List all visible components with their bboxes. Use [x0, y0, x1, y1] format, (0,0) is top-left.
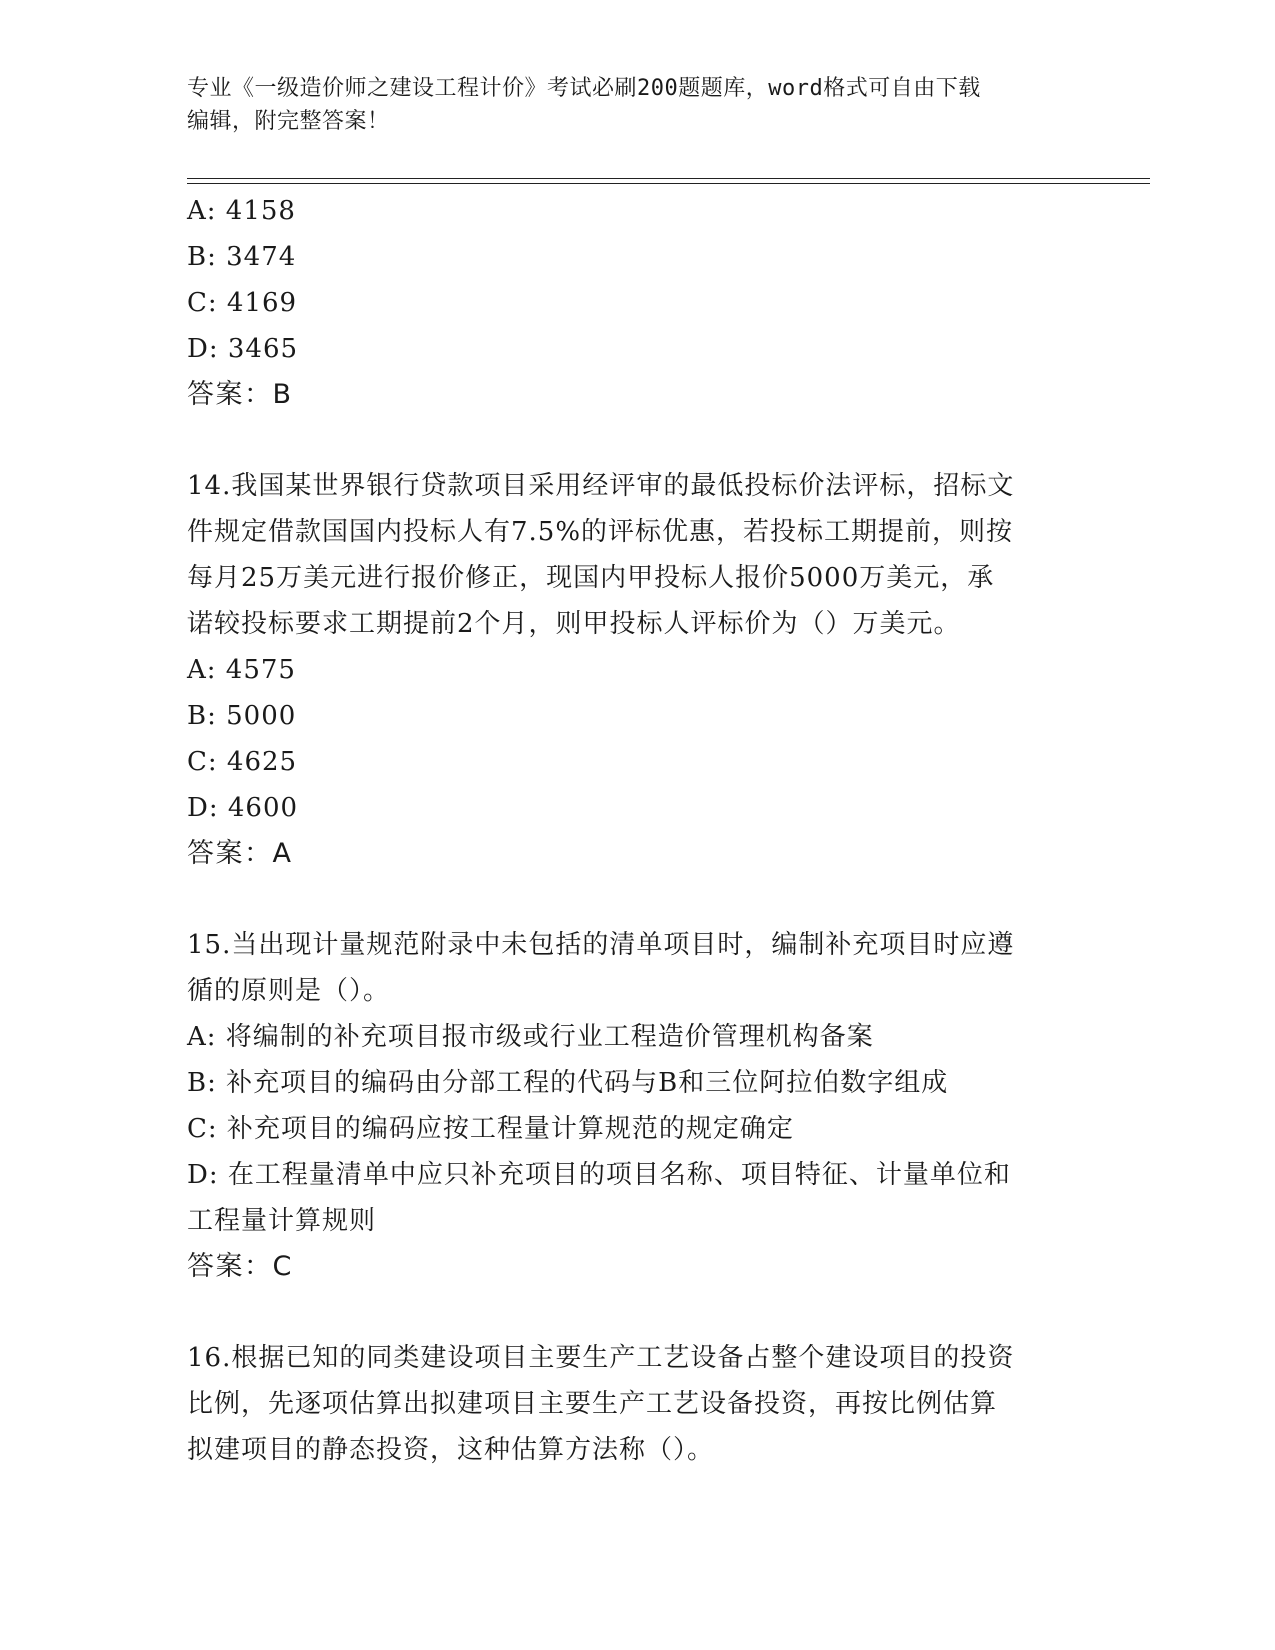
question-content: [187, 188, 1077, 1473]
question-text-line: 每月25万美元进行报价修正，现国内甲投标人报价5000万美元，承: [187, 563, 995, 593]
option-c: C: 4625: [187, 747, 298, 777]
spacer: [187, 418, 1077, 463]
option-d: D: 3465: [187, 334, 299, 364]
question-text-line: 诺较投标要求工期提前2个月，则甲投标人评标价为（）万美元。: [187, 609, 961, 639]
option-a: A: 将编制的补充项目报市级或行业工程造价管理机构备案: [187, 1022, 874, 1052]
question-text-line: 14.我国某世界银行贷款项目采用经评审的最低投标价法评标，招标文: [187, 471, 1015, 501]
option-a: A: 4158: [187, 196, 296, 226]
question-text-line: 15.当出现计量规范附录中未包括的清单项目时，编制补充项目时应遵: [187, 930, 1015, 960]
answer: 答案：C: [187, 1251, 293, 1282]
option-d: D: 4600: [187, 793, 299, 823]
header-line-2: 编辑，附完整答案！: [187, 109, 390, 134]
spacer: [187, 1290, 1077, 1335]
question-text-line: 件规定借款国国内投标人有7.5%的评标优惠，若投标工期提前，则按: [187, 517, 1014, 547]
header-rule-bottom: [187, 183, 1150, 184]
question-15: [187, 922, 1077, 1290]
question-text-line: 比例，先逐项估算出拟建项目主要生产工艺设备投资，再按比例估算: [187, 1389, 998, 1419]
option-b: B: 5000: [187, 701, 297, 731]
answer: 答案：B: [187, 379, 293, 410]
option-d: D: 在工程量清单中应只补充项目的项目名称、项目特征、计量单位和: [187, 1160, 1011, 1190]
option-c: C: 4169: [187, 288, 298, 318]
option-c: C: 补充项目的编码应按工程量计算规范的规定确定: [187, 1114, 794, 1144]
answer: 答案：A: [187, 838, 293, 869]
option-a: A: 4575: [187, 655, 296, 685]
question-text-line: 拟建项目的静态投资，这种估算方法称（）。: [187, 1435, 715, 1465]
question-text-line: 循的原则是（）。: [187, 976, 391, 1006]
question-13: [187, 188, 1077, 418]
option-b: B: 补充项目的编码由分部工程的代码与B和三位阿拉伯数字组成: [187, 1068, 949, 1098]
header-line-1: 专业《一级造价师之建设工程计价》考试必刷200题题库，word格式可自由下载: [187, 76, 981, 101]
question-14: [187, 463, 1077, 877]
spacer: [187, 877, 1077, 922]
question-16: [187, 1335, 1077, 1473]
option-b: B: 3474: [187, 242, 297, 272]
document-header: [187, 72, 1067, 138]
question-text-line: 16.根据已知的同类建设项目主要生产工艺设备占整个建设项目的投资: [187, 1343, 1015, 1373]
option-d-continued: 工程量计算规则: [187, 1206, 377, 1236]
header-rule-top: [187, 178, 1150, 179]
